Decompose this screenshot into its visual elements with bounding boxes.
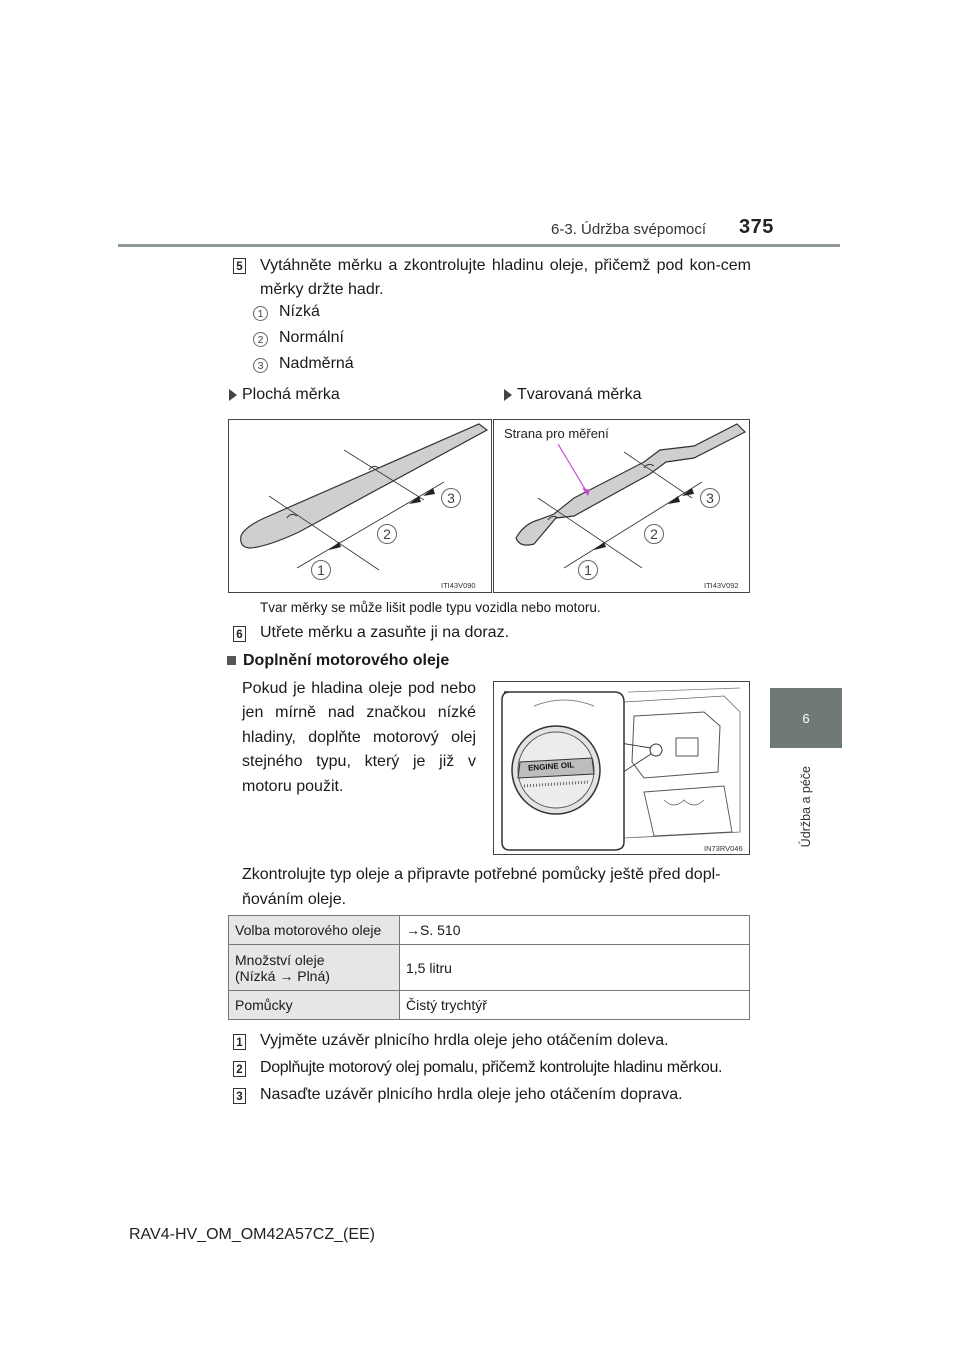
- level-3-label: Nadměrná: [279, 355, 354, 372]
- callout-2: 2: [644, 524, 664, 544]
- callout-1: 1: [578, 560, 598, 580]
- step-1-text: Vyjměte uzávěr plnicího hrdla oleje jeho otáčením doleva.: [260, 1032, 669, 1049]
- level-2-label: Normální: [279, 329, 344, 346]
- measure-side-label: Strana pro měření: [504, 426, 609, 441]
- figure-code: ITI43V090: [441, 581, 476, 590]
- figure-code: IN73RV046: [704, 844, 743, 853]
- shaped-dipstick-title: Tvarovaná měrka: [517, 386, 642, 403]
- step-2-number: 2: [233, 1061, 246, 1077]
- table-row: [229, 991, 750, 1020]
- shaped-dipstick-figure: [493, 419, 750, 593]
- table-cell-value: →S. 510: [400, 916, 750, 945]
- table-row: [229, 945, 750, 991]
- step-2-text: Doplňujte motorový olej pomalu, přičemž kontrolujte hladinu měrkou.: [260, 1059, 723, 1076]
- callout-3: 3: [441, 488, 461, 508]
- level-1-label: Nízká: [279, 303, 320, 320]
- step-5-number: 5: [233, 258, 246, 274]
- flat-dipstick-title: Plochá měrka: [242, 386, 340, 403]
- step-6-text: Utřete měrku a zasuňte ji na doraz.: [260, 624, 510, 641]
- callout-1: 1: [311, 560, 331, 580]
- chapter-title: Údržba a péče: [799, 766, 813, 848]
- chapter-number: 6: [802, 710, 810, 726]
- step-3-text: Nasaďte uzávěr plnicího hrdla oleje jeho otáčením doprava.: [260, 1086, 683, 1103]
- engine-oil-cap-text: ENGINE OIL: [527, 760, 575, 773]
- callout-3: 3: [700, 488, 720, 508]
- section-title: 6-3. Údržba svépomocí: [551, 221, 707, 238]
- step-3-number: 3: [233, 1088, 246, 1104]
- dipstick-note: Tvar měrky se může lišit podle typu vozidla nebo motoru.: [260, 600, 601, 615]
- level-2-number: 2: [253, 332, 268, 347]
- step-6-number: 6: [233, 626, 246, 642]
- chapter-label: [770, 760, 842, 854]
- document-code: RAV4-HV_OM_OM42A57CZ_(EE): [129, 1226, 375, 1243]
- section-bullet-icon: [227, 656, 236, 665]
- engine-oil-figure: [493, 681, 750, 855]
- table-cell-label: Množství oleje (Nízká → Plná): [229, 945, 400, 991]
- refill-paragraph: Pokud je hladina oleje pod nebo jen mírně nad značkou nízké hladiny, doplňte motorový olej stejného typu, který je již v motoru použit.: [242, 680, 476, 795]
- chapter-tab: [770, 688, 842, 748]
- step-5-text: Vytáhněte měrku a zkontrolujte hladinu oleje, přičemž pod kon-cem měrky držte hadr.: [260, 257, 751, 298]
- header-rule: [118, 244, 840, 247]
- table-cell-label: Volba motorového oleje: [229, 916, 400, 945]
- callout-2: 2: [377, 524, 397, 544]
- level-3-number: 3: [253, 358, 268, 373]
- table-row: [229, 916, 750, 945]
- page-number: 375: [739, 216, 774, 238]
- table-cell-value: Čistý trychtýř: [400, 991, 750, 1020]
- refill-heading: Doplnění motorového oleje: [243, 652, 450, 669]
- refill-paragraph-2: Zkontrolujte typ oleje a připravte potřebné pomůcky ještě před dopl-ňováním oleje.: [242, 866, 721, 908]
- level-1-number: 1: [253, 306, 268, 321]
- triangle-bullet-icon: [229, 389, 237, 401]
- step-1-number: 1: [233, 1034, 246, 1050]
- oil-spec-table: [228, 915, 750, 1020]
- flat-dipstick-figure: [228, 419, 492, 593]
- figure-code: ITI43V092: [704, 581, 739, 590]
- triangle-bullet-icon: [504, 389, 512, 401]
- table-cell-value: 1,5 litru: [400, 945, 750, 991]
- table-cell-label: Pomůcky: [229, 991, 400, 1020]
